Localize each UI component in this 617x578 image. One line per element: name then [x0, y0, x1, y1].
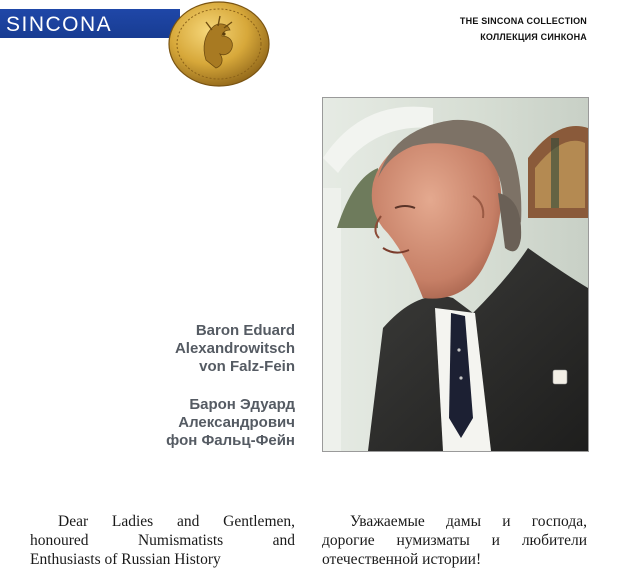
caption-en: [166, 322, 295, 376]
portrait-caption: [166, 322, 295, 470]
greeting-line: отечественной истории!: [322, 551, 482, 568]
collection-header: [460, 13, 587, 45]
caption-line: Александрович: [178, 414, 295, 431]
collection-title-ru: КОЛЛЕКЦИЯ СИНКОНА: [480, 32, 587, 42]
brand-bar: [0, 9, 180, 38]
collection-title-en: THE SINCONA COLLECTION: [459, 16, 587, 26]
greeting-line: Enthusiasts of Russian History: [30, 551, 221, 568]
caption-ru: [166, 396, 295, 450]
caption-line: фон Фальц-Фейн: [166, 432, 295, 449]
greeting-line: Уважаемые дамы и господа,: [350, 513, 587, 530]
caption-line: Alexandrowitsch: [174, 340, 295, 357]
greeting-line: honoured Numismatists and: [30, 532, 295, 549]
greeting-en: [30, 512, 295, 569]
greeting-line: Dear Ladies and Gentlemen,: [58, 513, 295, 530]
greeting-ru: [322, 512, 587, 569]
gold-coin-icon: [166, 0, 272, 88]
brand-name: SINCONA: [6, 13, 113, 36]
caption-line: Барон Эдуард: [189, 396, 295, 413]
portrait-photo: [322, 97, 589, 452]
caption-line: von Falz-Fein: [199, 358, 295, 375]
caption-line: Baron Eduard: [195, 322, 295, 339]
greeting-line: дорогие нумизматы и любители: [322, 532, 587, 549]
